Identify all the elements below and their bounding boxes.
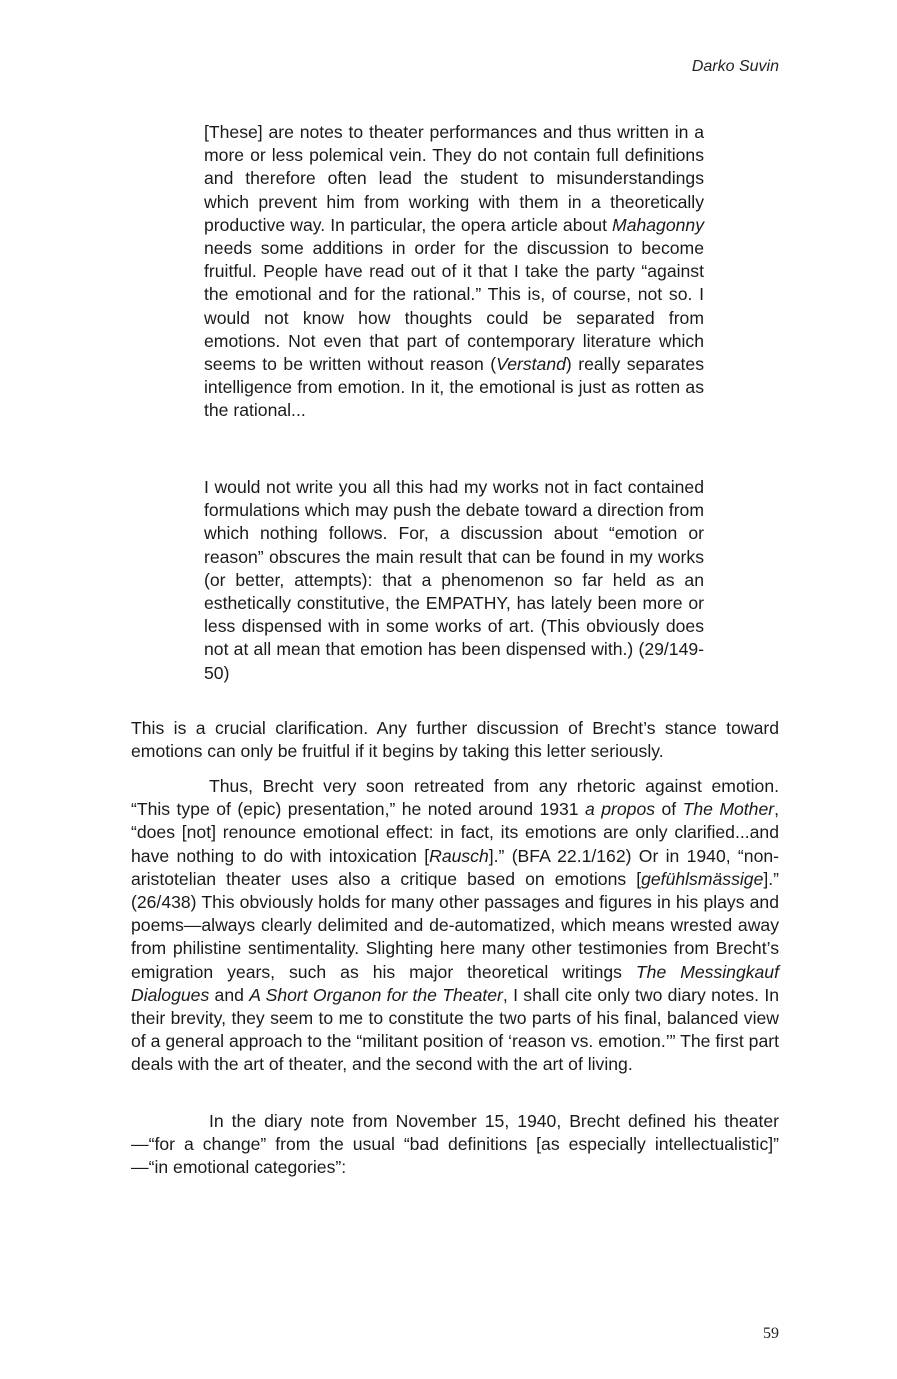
running-head-author: Darko Suvin [691,58,779,75]
italic-term-rausch: Rausch [429,845,489,866]
italic-title-short-organon: A Short Organon for the Theater [249,984,503,1005]
body-paragraph-3 [131,1110,779,1180]
text-run: of [655,799,683,820]
page-number: 59 [763,1325,779,1342]
text-run: ) really separates intelligence from emotion. In it, the emotional is just as rotten as the rational... [204,354,705,421]
block-quote-paragraph-2 [204,476,704,685]
italic-title-the-mother: The Mother [682,799,775,820]
text-run: Thus, Brecht very soon retreated from any rhetoric against emotion. “This type of (epic) presentation,” he noted around 1931 [131,776,779,820]
text-run: needs some additions in order for the discussion to become fruitful. People have read out of it that I take the party “against the emotional and for the rational.” This is, of course, not so. I would not know how thoughts could be separated from emotions. Not even that part of contemporary literature which seems to be written without reason ( [204,238,704,375]
text-run: In the diary note from November 15, 1940, Brecht defined his theater—“for a change” from the usual “bad definitions [as especially intellectualistic]” —“in emotional categories”: [131,1111,779,1178]
body-paragraph-1 [131,717,779,763]
italic-title-messingkauf: The Messingkauf Dialogues [131,961,779,1005]
italic-term-verstand: Verstand [496,354,566,375]
italic-term-a-propos: a propos [585,799,656,820]
text-run: , I shall cite only two diary notes. In their brevity, they seem to me to constitute the two parts of his final, balanced view of a general approach to the “militant position of ‘reason vs. emotion.’” The first part deals with the art of theater, and the second with the art of living. [131,984,779,1075]
text-run: , “does [not] renounce emotional effect: in fact, its emotions are only clarified...and have nothing to do with intoxication [ [131,799,779,866]
text-run: [These] are notes to theater performances and thus written in a more or less polemical vein. They do not contain full definitions and therefore often lead the student to misunderstandings which prevent him from working with them in a theoretically productive way. In particular, the opera article about [204,122,704,235]
text-run: ].” (26/438) This obviously holds for many other passages and figures in his plays and poems—always clearly delimited and de-automatized, which means wrested away from philistine sentimentality. Slighting here many other testimonies from Brecht’s emigration years, such as his major theoretical writings [131,868,779,982]
text-run: I would not write you all this had my works not in fact contained formulations which may push the debate toward a direction from which nothing follows. For, a discussion about “emotion or reason” obscures the main result that can be found in my works (or better, attempts): that a phenomenon so far held as an esthetically constitutive, the EMPATHY, has lately been more or less dispensed with in some works of art. (This obviously does not at all mean that emotion has been dispensed with.) (29/149-50) [204,477,704,683]
text-run: ].” (BFA 22.1/162) Or in 1940, “non-aristotelian theater uses also a critique based on emotions [ [131,845,780,889]
italic-title-mahagonny: Mahagonny [612,214,704,235]
text-run: and [209,984,250,1005]
block-quote-paragraph-1 [204,121,704,423]
body-paragraph-2 [131,775,779,1077]
italic-term-gefuhlsmassige: gefühlsmässige [641,868,764,889]
text-run: This is a crucial clarification. Any further discussion of Brecht’s stance toward emotions can only be fruitful if it begins by taking this letter seriously. [131,718,779,762]
